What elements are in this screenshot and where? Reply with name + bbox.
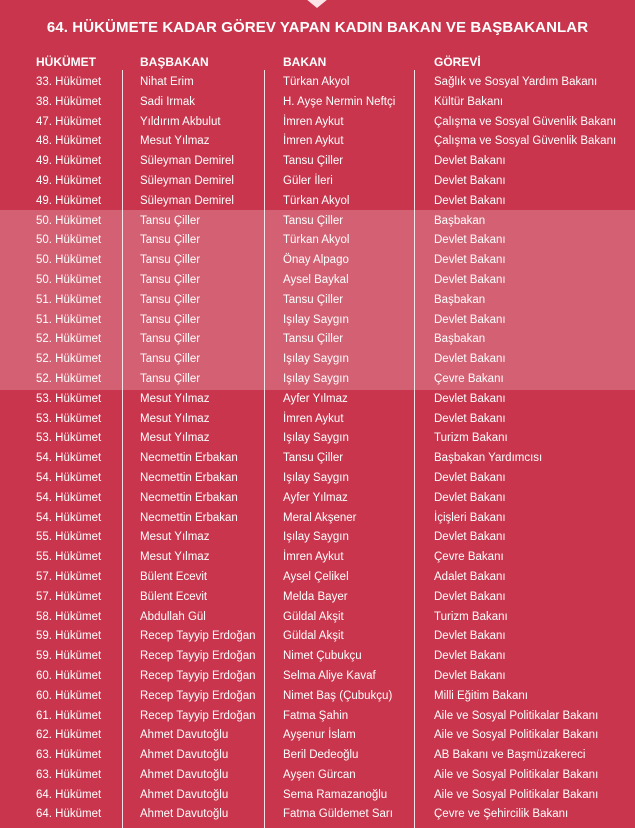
cell-bakan: Aysel Baykal bbox=[283, 273, 349, 286]
cell-basbakan: Tansu Çiller bbox=[140, 234, 201, 247]
table-row bbox=[0, 390, 635, 410]
table-row bbox=[0, 805, 635, 825]
cell-bakan: Işılay Saygın bbox=[283, 353, 349, 366]
cell-hukumet: 58. Hükümet bbox=[36, 610, 102, 623]
cell-basbakan: Tansu Çiller bbox=[140, 293, 201, 306]
header-hukumet: HÜKÜMET bbox=[36, 55, 96, 69]
cell-basbakan: Sadi Irmak bbox=[140, 95, 195, 108]
cell-gorevi: Devlet Bakanı bbox=[434, 155, 506, 168]
table-row bbox=[0, 172, 635, 192]
cell-basbakan: Bülent Ecevit bbox=[140, 570, 208, 583]
cell-gorevi: Devlet Bakanı bbox=[434, 353, 506, 366]
cell-hukumet: 54. Hükümet bbox=[36, 511, 102, 524]
cell-bakan: Nimet Çubukçu bbox=[283, 650, 362, 663]
table-row bbox=[0, 152, 635, 172]
table-row bbox=[0, 350, 635, 370]
cell-basbakan: Bülent Ecevit bbox=[140, 590, 208, 603]
cell-hukumet: 60. Hükümet bbox=[36, 689, 102, 702]
cell-bakan: Türkan Akyol bbox=[283, 76, 350, 88]
table-row bbox=[0, 192, 635, 212]
top-notch-decoration bbox=[306, 0, 328, 8]
cell-basbakan: Necmettin Erbakan bbox=[140, 471, 238, 484]
cell-basbakan: Recep Tayyip Erdoğan bbox=[140, 630, 256, 643]
cell-gorevi: Turizm Bakanı bbox=[434, 610, 508, 623]
table-row bbox=[0, 627, 635, 647]
cell-gorevi: Devlet Bakanı bbox=[434, 531, 506, 544]
table-row bbox=[0, 608, 635, 628]
cell-basbakan: Yıldırım Akbulut bbox=[140, 115, 221, 128]
cell-basbakan: Tansu Çiller bbox=[140, 273, 201, 286]
cell-bakan: Türkan Akyol bbox=[283, 194, 350, 207]
cell-basbakan: Mesut Yılmaz bbox=[140, 432, 210, 445]
cell-hukumet: 47. Hükümet bbox=[36, 115, 102, 128]
cell-hukumet: 57. Hükümet bbox=[36, 570, 102, 583]
cell-hukumet: 59. Hükümet bbox=[36, 630, 102, 643]
cell-basbakan: Süleyman Demirel bbox=[140, 194, 234, 207]
cell-bakan: Tansu Çiller bbox=[283, 155, 344, 168]
cell-hukumet: 59. Hükümet bbox=[36, 650, 102, 663]
table-row bbox=[0, 429, 635, 449]
cell-bakan: Işılay Saygın bbox=[283, 372, 349, 385]
cell-hukumet: 50. Hükümet bbox=[36, 254, 102, 267]
header-bakan: BAKAN bbox=[283, 55, 327, 69]
cell-bakan: İmren Aykut bbox=[283, 551, 344, 564]
cell-basbakan: Recep Tayyip Erdoğan bbox=[140, 650, 256, 663]
cell-bakan: İmren Aykut bbox=[283, 135, 344, 148]
cell-hukumet: 49. Hükümet bbox=[36, 174, 102, 187]
table-row bbox=[0, 212, 635, 232]
cell-gorevi: Devlet Bakanı bbox=[434, 174, 506, 187]
cell-basbakan: Ahmet Davutoğlu bbox=[140, 768, 229, 781]
table-row bbox=[0, 588, 635, 608]
cell-gorevi: Devlet Bakanı bbox=[434, 650, 506, 663]
cell-basbakan: Tansu Çiller bbox=[140, 353, 201, 366]
cell-gorevi: Başbakan Yardımcısı bbox=[434, 452, 543, 465]
table-row bbox=[0, 766, 635, 786]
cell-hukumet: 52. Hükümet bbox=[36, 353, 102, 366]
cell-bakan: H. Ayşe Nermin Neftçi bbox=[283, 95, 396, 108]
cell-hukumet: 55. Hükümet bbox=[36, 531, 102, 544]
cell-basbakan: Recep Tayyip Erdoğan bbox=[140, 669, 256, 682]
header-gorevi: GÖREVİ bbox=[434, 55, 481, 69]
cell-bakan: Ayfer Yılmaz bbox=[283, 491, 348, 504]
cell-bakan: Tansu Çiller bbox=[283, 452, 344, 465]
cell-basbakan: Ahmet Davutoğlu bbox=[140, 749, 229, 762]
cell-bakan: Ayfer Yılmaz bbox=[283, 392, 348, 405]
cell-bakan: İmren Aykut bbox=[283, 115, 344, 128]
cell-gorevi: Adalet Bakanı bbox=[434, 570, 506, 583]
cell-bakan: Aysel Çelikel bbox=[283, 570, 349, 583]
cell-hukumet: 50. Hükümet bbox=[36, 214, 102, 227]
table-row bbox=[0, 251, 635, 271]
cell-hukumet: 33. Hükümet bbox=[36, 76, 102, 88]
cell-bakan: Tansu Çiller bbox=[283, 214, 344, 227]
cell-gorevi: Çalışma ve Sosyal Güvenlik Bakanı bbox=[434, 135, 617, 148]
header-basbakan: BAŞBAKAN bbox=[140, 55, 209, 69]
cell-basbakan: Ahmet Davutoğlu bbox=[140, 729, 229, 742]
cell-hukumet: 63. Hükümet bbox=[36, 768, 102, 781]
cell-hukumet: 52. Hükümet bbox=[36, 372, 102, 385]
cell-bakan: Sema Ramazanoğlu bbox=[283, 788, 388, 801]
cell-gorevi: Aile ve Sosyal Politikalar Bakanı bbox=[434, 788, 599, 801]
table-row bbox=[0, 271, 635, 291]
cell-gorevi: Çalışma ve Sosyal Güvenlik Bakanı bbox=[434, 115, 617, 128]
cell-basbakan: Tansu Çiller bbox=[140, 313, 201, 326]
cell-gorevi: AB Bakanı ve Başmüzakereci bbox=[434, 749, 586, 762]
cell-bakan: Türkan Akyol bbox=[283, 234, 350, 247]
table-row bbox=[0, 291, 635, 311]
table-row bbox=[0, 687, 635, 707]
cell-hukumet: 57. Hükümet bbox=[36, 590, 102, 603]
cell-gorevi: Devlet Bakanı bbox=[434, 392, 506, 405]
cell-gorevi: Başbakan bbox=[434, 214, 486, 227]
cell-gorevi: Devlet Bakanı bbox=[434, 630, 506, 643]
cell-gorevi: Devlet Bakanı bbox=[434, 234, 506, 247]
table-row bbox=[0, 707, 635, 727]
cell-hukumet: 49. Hükümet bbox=[36, 194, 102, 207]
table-row bbox=[0, 548, 635, 568]
cell-hukumet: 50. Hükümet bbox=[36, 273, 102, 286]
cell-basbakan: Mesut Yılmaz bbox=[140, 135, 210, 148]
cell-bakan: Işılay Saygın bbox=[283, 432, 349, 445]
cell-gorevi: Çevre Bakanı bbox=[434, 551, 504, 564]
cell-basbakan: Mesut Yılmaz bbox=[140, 412, 210, 425]
cell-bakan: Güler İleri bbox=[283, 174, 333, 187]
table-row bbox=[0, 132, 635, 152]
cell-bakan: Tansu Çiller bbox=[283, 333, 344, 346]
cell-bakan: Fatma Güldemet Sarı bbox=[283, 808, 393, 821]
cell-bakan: Beril Dedeoğlu bbox=[283, 749, 359, 762]
cell-hukumet: 54. Hükümet bbox=[36, 491, 102, 504]
table-row bbox=[0, 489, 635, 509]
cell-gorevi: Turizm Bakanı bbox=[434, 432, 508, 445]
cell-bakan: Meral Akşener bbox=[283, 511, 357, 524]
cell-basbakan: Necmettin Erbakan bbox=[140, 511, 238, 524]
table-row bbox=[0, 746, 635, 766]
table-row bbox=[0, 370, 635, 390]
cell-hukumet: 54. Hükümet bbox=[36, 452, 102, 465]
table-row bbox=[0, 330, 635, 350]
cell-basbakan: Mesut Yılmaz bbox=[140, 392, 210, 405]
table-row bbox=[0, 509, 635, 529]
cell-gorevi: Aile ve Sosyal Politikalar Bakanı bbox=[434, 709, 599, 722]
cell-bakan: Işılay Saygın bbox=[283, 313, 349, 326]
cell-bakan: Güldal Akşit bbox=[283, 630, 344, 643]
cell-gorevi: İçişleri Bakanı bbox=[434, 511, 506, 524]
cell-gorevi: Devlet Bakanı bbox=[434, 471, 506, 484]
cell-basbakan: Ahmet Davutoğlu bbox=[140, 788, 229, 801]
cell-gorevi: Çevre ve Şehircilik Bakanı bbox=[434, 808, 569, 821]
cell-gorevi: Devlet Bakanı bbox=[434, 194, 506, 207]
cell-gorevi: Sağlık ve Sosyal Yardım Bakanı bbox=[434, 76, 598, 88]
table-row bbox=[0, 449, 635, 469]
cell-hukumet: 63. Hükümet bbox=[36, 749, 102, 762]
table-row bbox=[0, 726, 635, 746]
cell-gorevi: Kültür Bakanı bbox=[434, 95, 504, 108]
table-row bbox=[0, 667, 635, 687]
cell-hukumet: 62. Hükümet bbox=[36, 729, 102, 742]
cell-hukumet: 55. Hükümet bbox=[36, 551, 102, 564]
cell-hukumet: 61. Hükümet bbox=[36, 709, 102, 722]
cell-hukumet: 49. Hükümet bbox=[36, 155, 102, 168]
cell-hukumet: 50. Hükümet bbox=[36, 234, 102, 247]
cell-hukumet: 54. Hükümet bbox=[36, 471, 102, 484]
cell-basbakan: Mesut Yılmaz bbox=[140, 531, 210, 544]
table-row bbox=[0, 311, 635, 331]
page-title: 64. HÜKÜMETE KADAR GÖREV YAPAN KADIN BAKAN VE BAŞBAKANLAR bbox=[46, 19, 589, 36]
table-row bbox=[0, 231, 635, 251]
table-row bbox=[0, 528, 635, 548]
cell-basbakan: Ahmet Davutoğlu bbox=[140, 808, 229, 821]
cell-bakan: Işılay Saygın bbox=[283, 531, 349, 544]
cell-hukumet: 51. Hükümet bbox=[36, 293, 102, 306]
cell-hukumet: 64. Hükümet bbox=[36, 808, 102, 821]
cell-basbakan: Necmettin Erbakan bbox=[140, 452, 238, 465]
cell-hukumet: 53. Hükümet bbox=[36, 412, 102, 425]
cell-bakan: Ayşen Gürcan bbox=[283, 768, 356, 781]
cell-basbakan: Tansu Çiller bbox=[140, 254, 201, 267]
cell-hukumet: 38. Hükümet bbox=[36, 95, 102, 108]
cell-basbakan: Tansu Çiller bbox=[140, 214, 201, 227]
cell-hukumet: 48. Hükümet bbox=[36, 135, 102, 148]
cell-hukumet: 60. Hükümet bbox=[36, 669, 102, 682]
cell-hukumet: 64. Hükümet bbox=[36, 788, 102, 801]
cell-bakan: İmren Aykut bbox=[283, 412, 344, 425]
table-row bbox=[0, 647, 635, 667]
cell-basbakan: Süleyman Demirel bbox=[140, 155, 234, 168]
cell-hukumet: 53. Hükümet bbox=[36, 392, 102, 405]
cell-hukumet: 51. Hükümet bbox=[36, 313, 102, 326]
table-row bbox=[0, 469, 635, 489]
cell-bakan: Melda Bayer bbox=[283, 590, 348, 603]
cell-bakan: Selma Aliye Kavaf bbox=[283, 669, 376, 682]
cell-basbakan: Necmettin Erbakan bbox=[140, 491, 238, 504]
cell-bakan: Ayşenur İslam bbox=[283, 729, 356, 742]
table-row bbox=[0, 93, 635, 113]
cell-gorevi: Aile ve Sosyal Politikalar Bakanı bbox=[434, 768, 599, 781]
cell-bakan: Fatma Şahin bbox=[283, 709, 349, 722]
table-row bbox=[0, 113, 635, 133]
cell-basbakan: Recep Tayyip Erdoğan bbox=[140, 689, 256, 702]
table-row bbox=[0, 73, 635, 93]
cell-gorevi: Devlet Bakanı bbox=[434, 273, 506, 286]
cell-gorevi: Milli Eğitim Bakanı bbox=[434, 689, 528, 702]
ministers-table bbox=[0, 73, 635, 825]
cell-basbakan: Nihat Erim bbox=[140, 76, 194, 88]
cell-bakan: Nimet Baş (Çubukçu) bbox=[283, 689, 393, 702]
table-row bbox=[0, 410, 635, 430]
cell-bakan: Işılay Saygın bbox=[283, 471, 349, 484]
cell-basbakan: Tansu Çiller bbox=[140, 372, 201, 385]
cell-basbakan: Recep Tayyip Erdoğan bbox=[140, 709, 256, 722]
cell-gorevi: Başbakan bbox=[434, 293, 486, 306]
cell-gorevi: Devlet Bakanı bbox=[434, 412, 506, 425]
cell-gorevi: Çevre Bakanı bbox=[434, 372, 504, 385]
cell-hukumet: 52. Hükümet bbox=[36, 333, 102, 346]
cell-hukumet: 53. Hükümet bbox=[36, 432, 102, 445]
cell-gorevi: Devlet Bakanı bbox=[434, 669, 506, 682]
cell-gorevi: Aile ve Sosyal Politikalar Bakanı bbox=[434, 729, 599, 742]
cell-gorevi: Başbakan bbox=[434, 333, 486, 346]
cell-basbakan: Süleyman Demirel bbox=[140, 174, 234, 187]
cell-bakan: Önay Alpago bbox=[283, 254, 349, 267]
cell-basbakan: Mesut Yılmaz bbox=[140, 551, 210, 564]
cell-basbakan: Abdullah Gül bbox=[140, 610, 206, 623]
table-row bbox=[0, 568, 635, 588]
cell-gorevi: Devlet Bakanı bbox=[434, 313, 506, 326]
cell-bakan: Tansu Çiller bbox=[283, 293, 344, 306]
cell-gorevi: Devlet Bakanı bbox=[434, 590, 506, 603]
cell-basbakan: Tansu Çiller bbox=[140, 333, 201, 346]
table-row bbox=[0, 786, 635, 806]
cell-bakan: Güldal Akşit bbox=[283, 610, 344, 623]
cell-gorevi: Devlet Bakanı bbox=[434, 254, 506, 267]
cell-gorevi: Devlet Bakanı bbox=[434, 491, 506, 504]
